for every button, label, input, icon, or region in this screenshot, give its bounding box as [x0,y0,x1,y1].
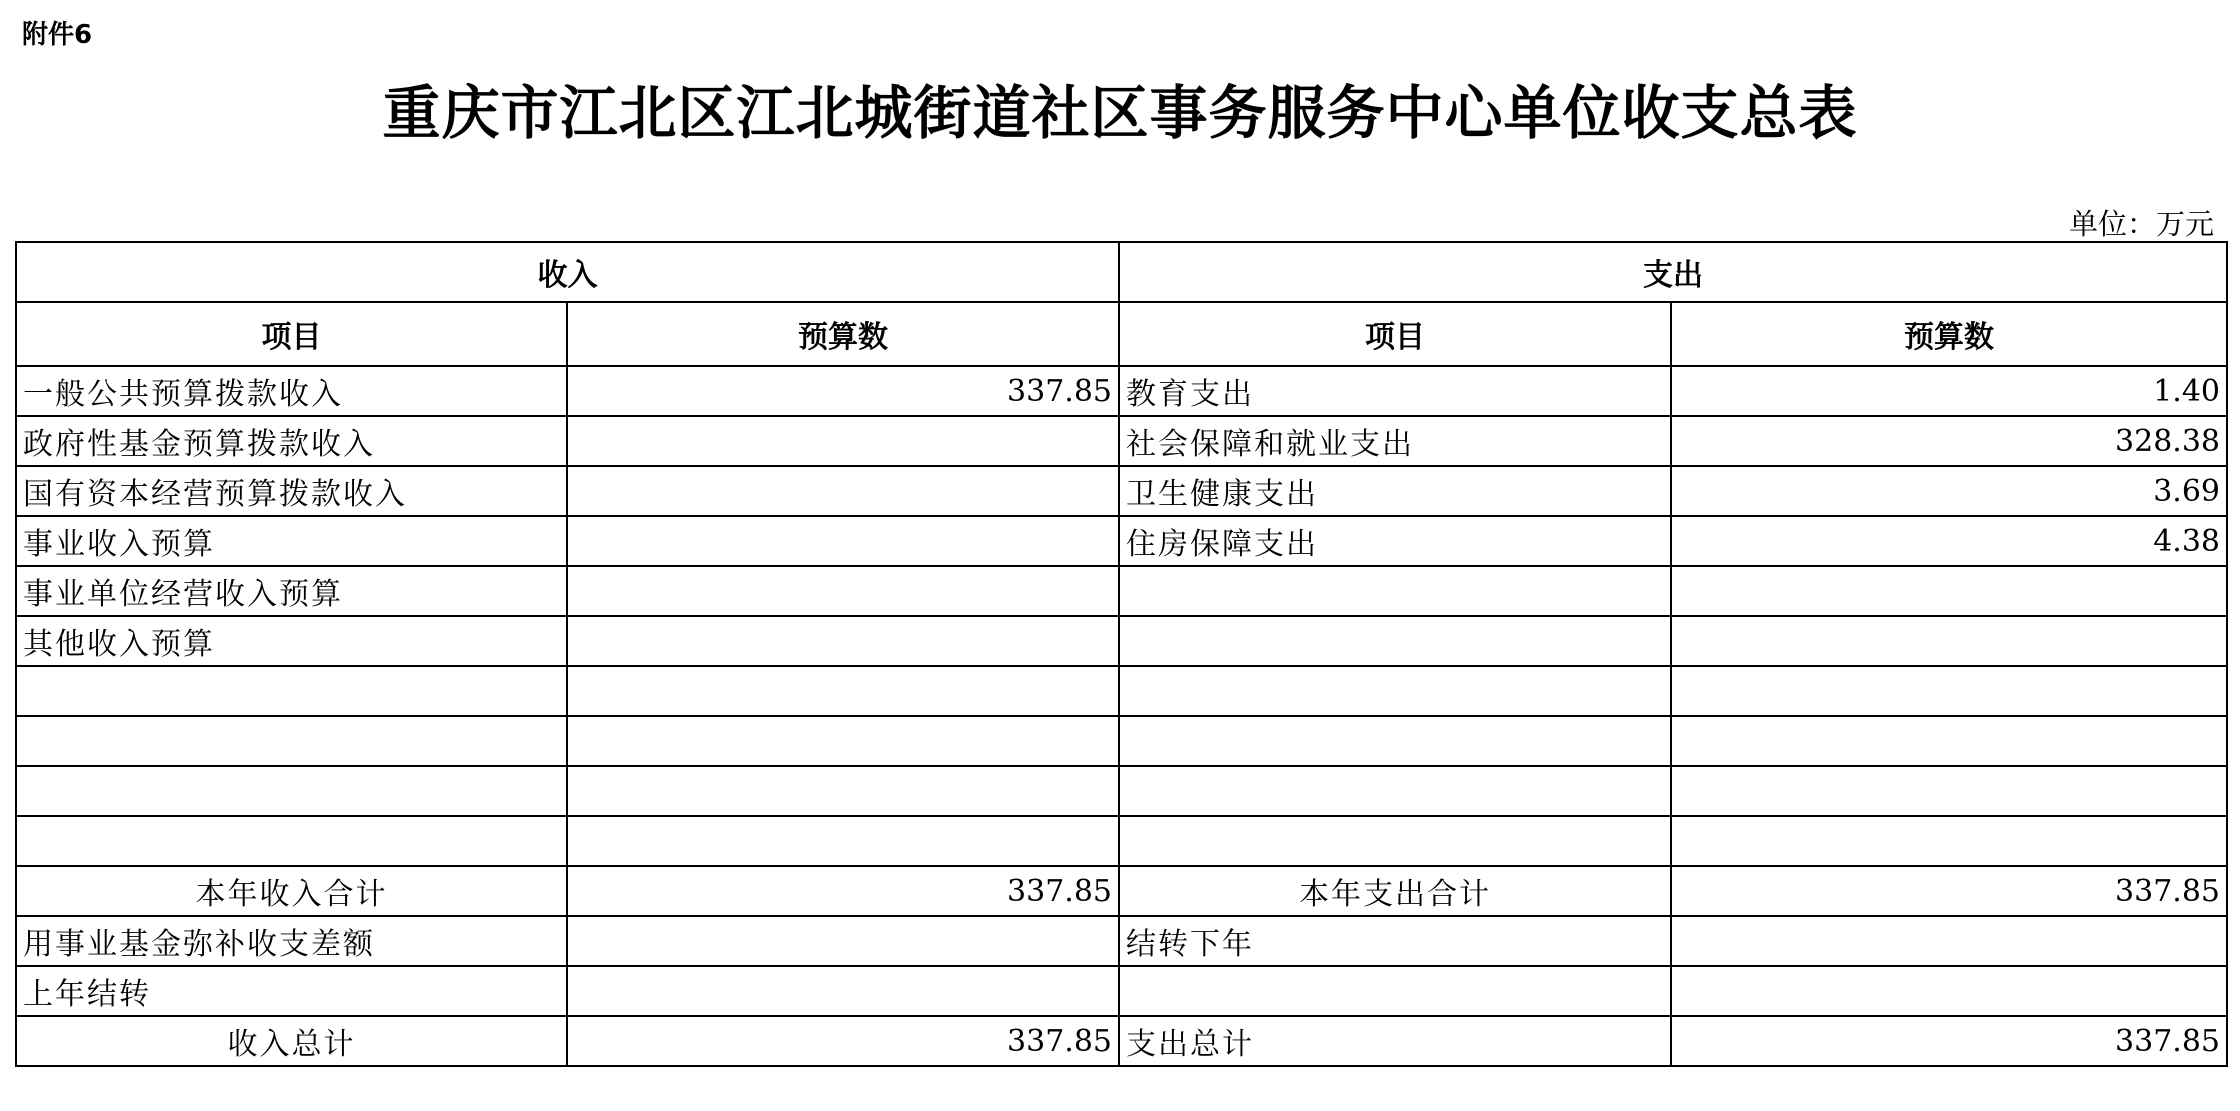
expense-item-cell: 住房保障支出 [1119,516,1671,566]
expense-budget-cell: 337.85 [1671,1016,2227,1066]
expense-budget-cell: 337.85 [1671,866,2227,916]
expense-item-cell: 本年支出合计 [1119,866,1671,916]
expense-budget-cell [1671,966,2227,1016]
income-item-cell: 用事业基金弥补收支差额 [16,916,567,966]
table-row [16,566,2227,616]
expense-item-cell: 教育支出 [1119,366,1671,416]
expense-item-cell: 结转下年 [1119,916,1671,966]
income-item-cell: 事业收入预算 [16,516,567,566]
table-row [16,616,2227,666]
expense-item-cell [1119,616,1671,666]
expense-budget-cell: 1.40 [1671,366,2227,416]
expense-budget-cell [1671,816,2227,866]
expense-item-cell [1119,766,1671,816]
expense-item-cell [1119,666,1671,716]
expense-item-cell [1119,566,1671,616]
table-row [16,366,2227,416]
expense-budget-cell: 328.38 [1671,416,2227,466]
page-title: 重庆市江北区江北城街道社区事务服务中心单位收支总表 [382,79,1858,147]
table-row [16,716,2227,766]
expense-budget-cell [1671,716,2227,766]
income-budget-column-header: 预算数 [567,302,1119,366]
income-budget-cell: 337.85 [567,366,1119,416]
year-total-row [16,866,2227,916]
income-budget-cell [567,916,1119,966]
income-item-column-header: 项目 [16,302,567,366]
expense-item-column-header: 项目 [1119,302,1671,366]
expense-budget-cell [1671,766,2227,816]
table-row [16,516,2227,566]
income-item-cell [16,766,567,816]
table-row [16,466,2227,516]
table-row [16,666,2227,716]
grand-total-row [16,1016,2227,1066]
expense-item-cell [1119,816,1671,866]
income-budget-cell [567,666,1119,716]
income-item-cell [16,816,567,866]
table-row [16,416,2227,466]
expense-budget-cell: 4.38 [1671,516,2227,566]
income-item-cell: 一般公共预算拨款收入 [16,366,567,416]
income-budget-cell [567,766,1119,816]
income-budget-cell [567,566,1119,616]
income-budget-cell [567,716,1119,766]
income-item-cell: 上年结转 [16,966,567,1016]
unit-label: 单位：万元 [2068,207,2214,241]
expense-item-cell [1119,966,1671,1016]
income-item-cell [16,716,567,766]
income-budget-cell: 337.85 [567,1016,1119,1066]
income-budget-cell [567,466,1119,516]
expense-budget-cell [1671,666,2227,716]
income-header: 收入 [16,242,1119,302]
expense-budget-column-header: 预算数 [1671,302,2227,366]
income-budget-cell [567,816,1119,866]
income-budget-cell [567,416,1119,466]
income-item-cell [16,666,567,716]
expense-item-cell: 卫生健康支出 [1119,466,1671,516]
table-group-header-row [16,242,2227,302]
table-row [16,766,2227,816]
attachment-label: 附件6 [22,20,93,50]
income-item-cell: 其他收入预算 [16,616,567,666]
table-column-header-row [16,302,2227,366]
income-budget-cell: 337.85 [567,866,1119,916]
income-item-cell: 事业单位经营收入预算 [16,566,567,616]
income-budget-cell [567,966,1119,1016]
expense-budget-cell [1671,616,2227,666]
expense-budget-cell [1671,916,2227,966]
income-item-cell: 收入总计 [16,1016,567,1066]
expense-header: 支出 [1119,242,2227,302]
income-expense-summary-table [15,241,2228,1067]
expense-item-cell: 支出总计 [1119,1016,1671,1066]
table-row [16,966,2227,1016]
expense-item-cell: 社会保障和就业支出 [1119,416,1671,466]
income-item-cell: 政府性基金预算拨款收入 [16,416,567,466]
table-row [16,816,2227,866]
income-item-cell: 国有资本经营预算拨款收入 [16,466,567,516]
expense-item-cell [1119,716,1671,766]
income-budget-cell [567,516,1119,566]
income-budget-cell [567,616,1119,666]
expense-budget-cell: 3.69 [1671,466,2227,516]
income-item-cell: 本年收入合计 [16,866,567,916]
expense-budget-cell [1671,566,2227,616]
table-row [16,916,2227,966]
